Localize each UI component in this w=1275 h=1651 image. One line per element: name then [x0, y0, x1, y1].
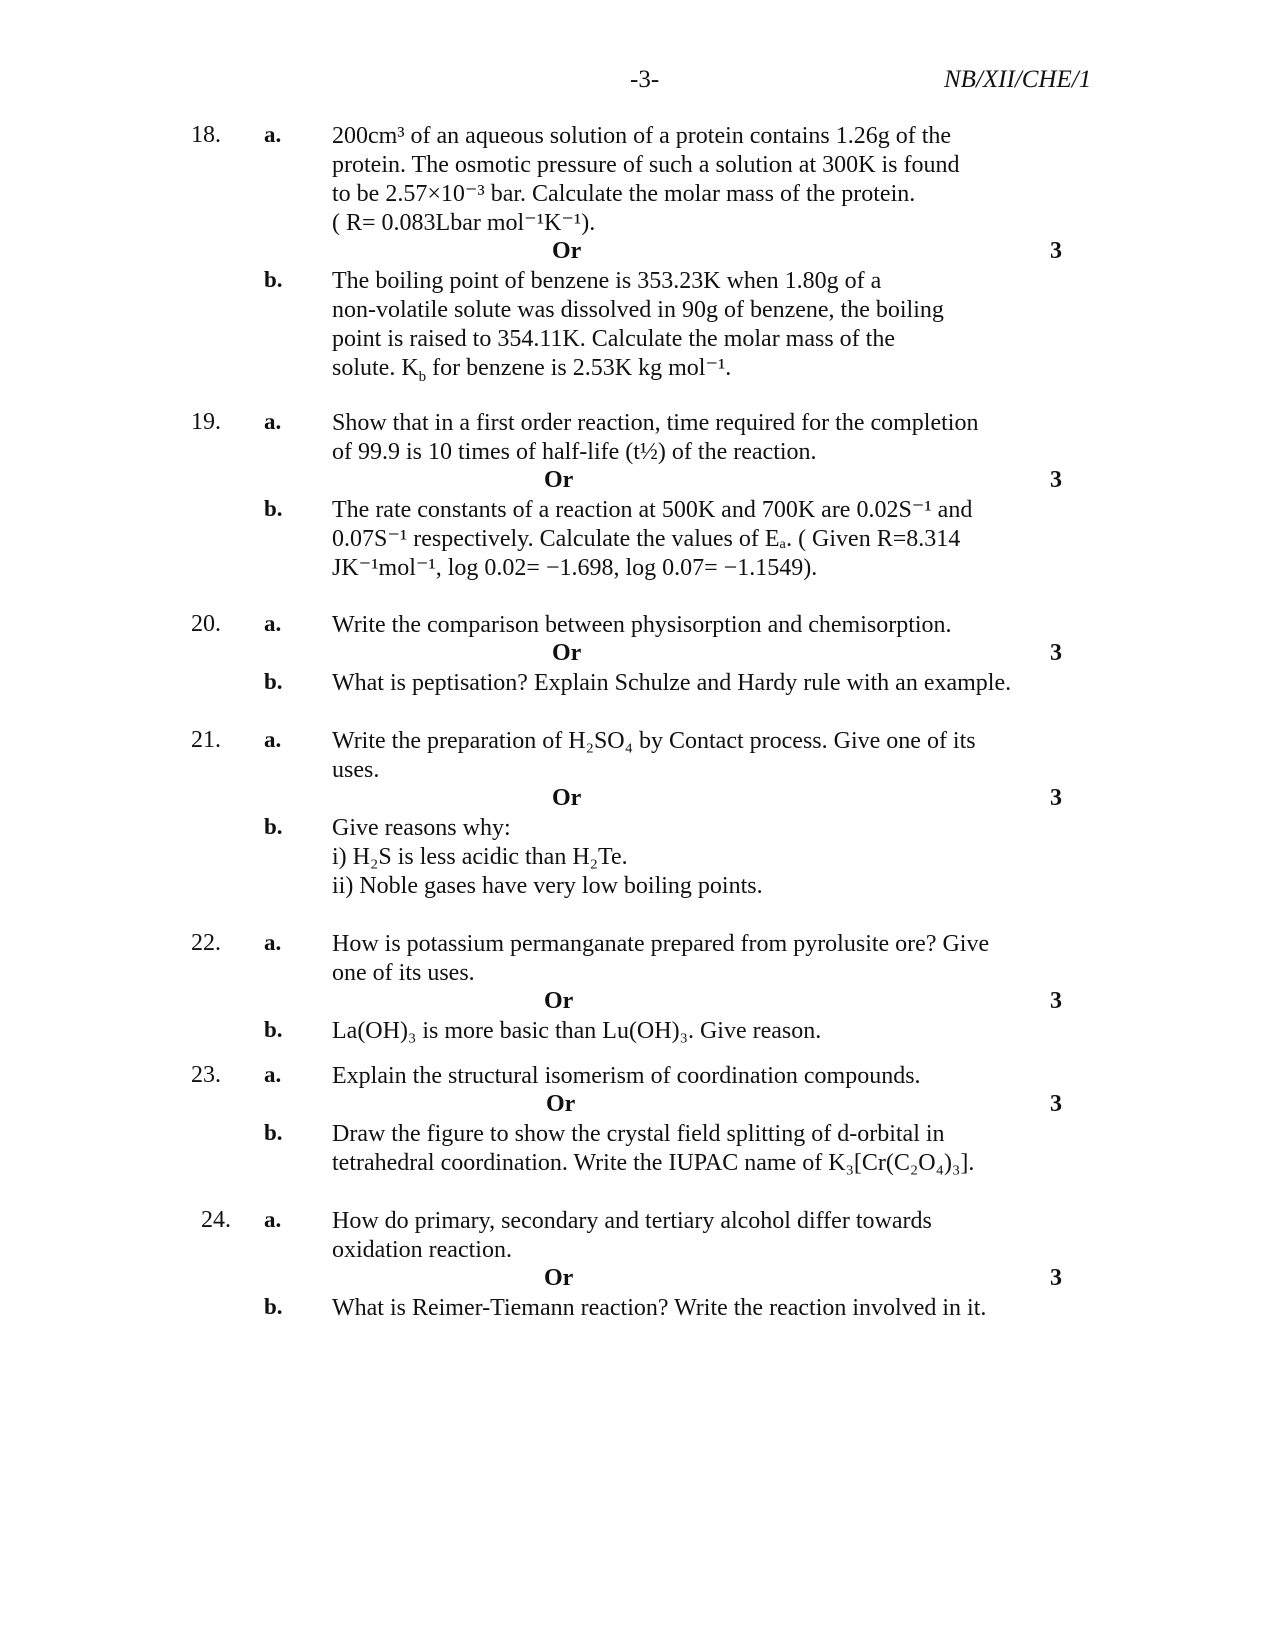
marks: 3 — [1050, 467, 1062, 493]
text-line: non-volatile solute was dissolved in 90g of benzene, the boiling — [332, 297, 944, 323]
question-number: 23. — [191, 1062, 221, 1088]
text-line: tetrahedral coordination. Write the IUPAC name of K₃[Cr(C₂O₄)₃]. — [332, 1150, 975, 1176]
part-a — [0, 727, 1275, 785]
part-b — [0, 1017, 1275, 1046]
marks: 3 — [1050, 988, 1062, 1014]
text-line: uses. — [332, 757, 380, 783]
or-label: Or — [544, 988, 574, 1014]
question-number: 19. — [191, 409, 221, 435]
question-20 — [0, 611, 1275, 698]
question-number: 24. — [201, 1207, 231, 1233]
or-row — [0, 640, 1275, 669]
or-label: Or — [552, 785, 582, 811]
text-line: one of its uses. — [332, 960, 475, 986]
text-line: Write the preparation of H₂SO₄ by Contact process. Give one of its — [332, 728, 976, 754]
text-line: The rate constants of a reaction at 500K and 700K are 0.02S⁻¹ and — [332, 497, 973, 523]
part-a — [0, 930, 1275, 988]
text-line: Write the comparison between physisorption and chemisorption. — [332, 612, 952, 638]
or-row — [0, 1091, 1275, 1120]
text-line: ii) Noble gases have very low boiling points. — [332, 873, 763, 899]
question-22 — [0, 930, 1275, 1046]
part-text — [332, 814, 1062, 901]
part-b — [0, 814, 1275, 901]
part-text — [332, 1120, 1062, 1178]
text-line: Show that in a first order reaction, time required for the completion — [332, 410, 979, 436]
part-text — [332, 727, 1062, 785]
part-label: a. — [264, 122, 282, 147]
part-label: b. — [264, 267, 283, 292]
marks: 3 — [1050, 1091, 1062, 1117]
part-label: a. — [264, 611, 282, 636]
text-line: protein. The osmotic pressure of such a solution at 300K is found — [332, 152, 960, 178]
part-a — [0, 122, 1275, 238]
or-row — [0, 238, 1275, 267]
part-text — [332, 669, 1062, 698]
text-line: to be 2.57×10⁻³ bar. Calculate the molar mass of the protein. — [332, 181, 916, 207]
text-line: La(OH)₃ is more basic than Lu(OH)₃. Give reason. — [332, 1018, 822, 1044]
part-a — [0, 1207, 1275, 1265]
marks: 3 — [1050, 640, 1062, 666]
part-b — [0, 669, 1275, 698]
question-number: 18. — [191, 122, 221, 148]
part-label: a. — [264, 930, 282, 955]
or-row — [0, 467, 1275, 496]
text-line: How do primary, secondary and tertiary alcohol differ towards — [332, 1208, 932, 1234]
text-line: 0.07S⁻¹ respectively. Calculate the values of Eₐ. ( Given R=8.314 — [332, 526, 961, 552]
part-text — [332, 122, 1062, 238]
paper-code: NB/XII/CHE/1 — [944, 66, 1092, 93]
text-line: oxidation reaction. — [332, 1237, 512, 1263]
text-line: Give reasons why: — [332, 815, 511, 841]
question-number: 20. — [191, 611, 221, 637]
text-line: solute. $K_b$ for benzene is 2.53K kg mol⁻¹. — [332, 355, 732, 385]
text-line: How is potassium permanganate prepared from pyrolusite ore? Give — [332, 931, 990, 957]
part-text — [332, 409, 1062, 467]
part-b — [0, 267, 1275, 383]
part-label: a. — [264, 409, 282, 434]
part-label: a. — [264, 1207, 282, 1232]
text-line: The boiling point of benzene is 353.23K when 1.80g of a — [332, 268, 882, 294]
part-text — [332, 930, 1062, 988]
or-row — [0, 988, 1275, 1017]
question-23 — [0, 1062, 1275, 1178]
part-text — [332, 1062, 1062, 1091]
text-line: What is Reimer-Tiemann reaction? Write the reaction involved in it. — [332, 1295, 987, 1321]
part-a — [0, 1062, 1275, 1091]
text-line: Explain the structural isomerism of coordination compounds. — [332, 1063, 921, 1089]
or-label: Or — [552, 640, 582, 666]
question-19 — [0, 409, 1275, 583]
part-text — [332, 1207, 1062, 1265]
text-line: Draw the figure to show the crystal field splitting of d-orbital in — [332, 1121, 945, 1147]
or-label: Or — [546, 1091, 576, 1117]
text-line: of 99.9 is 10 times of half-life (t½) of the reaction. — [332, 439, 817, 465]
marks: 3 — [1050, 785, 1062, 811]
marks: 3 — [1050, 1265, 1062, 1291]
part-text — [332, 611, 1062, 640]
question-24 — [0, 1207, 1275, 1323]
or-label: Or — [544, 1265, 574, 1291]
part-a — [0, 409, 1275, 467]
part-a — [0, 611, 1275, 640]
part-label: b. — [264, 1017, 283, 1042]
question-18 — [0, 122, 1275, 383]
part-b — [0, 1120, 1275, 1178]
part-label: a. — [264, 1062, 282, 1087]
text-line: ( R= 0.083Lbar mol⁻¹K⁻¹). — [332, 210, 596, 236]
question-number: 22. — [191, 930, 221, 956]
part-label: b. — [264, 1294, 283, 1319]
part-text — [332, 1294, 1062, 1323]
part-b — [0, 1294, 1275, 1323]
part-label: b. — [264, 814, 283, 839]
part-label: b. — [264, 669, 283, 694]
text-line: JK⁻¹mol⁻¹, log 0.02= −1.698, log 0.07= −1.1549). — [332, 555, 818, 581]
or-label: Or — [552, 238, 582, 264]
part-b — [0, 496, 1275, 583]
text-line: What is peptisation? Explain Schulze and Hardy rule with an example. — [332, 670, 1012, 696]
part-text — [332, 1017, 1062, 1046]
or-row — [0, 785, 1275, 814]
part-label: b. — [264, 1120, 283, 1145]
text-line: i) H₂S is less acidic than H₂Te. — [332, 844, 628, 870]
question-21 — [0, 727, 1275, 901]
text-line: point is raised to 354.11K. Calculate the molar mass of the — [332, 326, 895, 352]
marks: 3 — [1050, 238, 1062, 264]
question-number: 21. — [191, 727, 221, 753]
or-label: Or — [544, 467, 574, 493]
or-row — [0, 1265, 1275, 1294]
part-text — [332, 267, 1062, 383]
text-line: 200cm³ of an aqueous solution of a protein contains 1.26g of the — [332, 123, 952, 149]
part-label: b. — [264, 496, 283, 521]
part-label: a. — [264, 727, 282, 752]
part-text — [332, 496, 1062, 583]
page-number: -3- — [630, 66, 660, 93]
